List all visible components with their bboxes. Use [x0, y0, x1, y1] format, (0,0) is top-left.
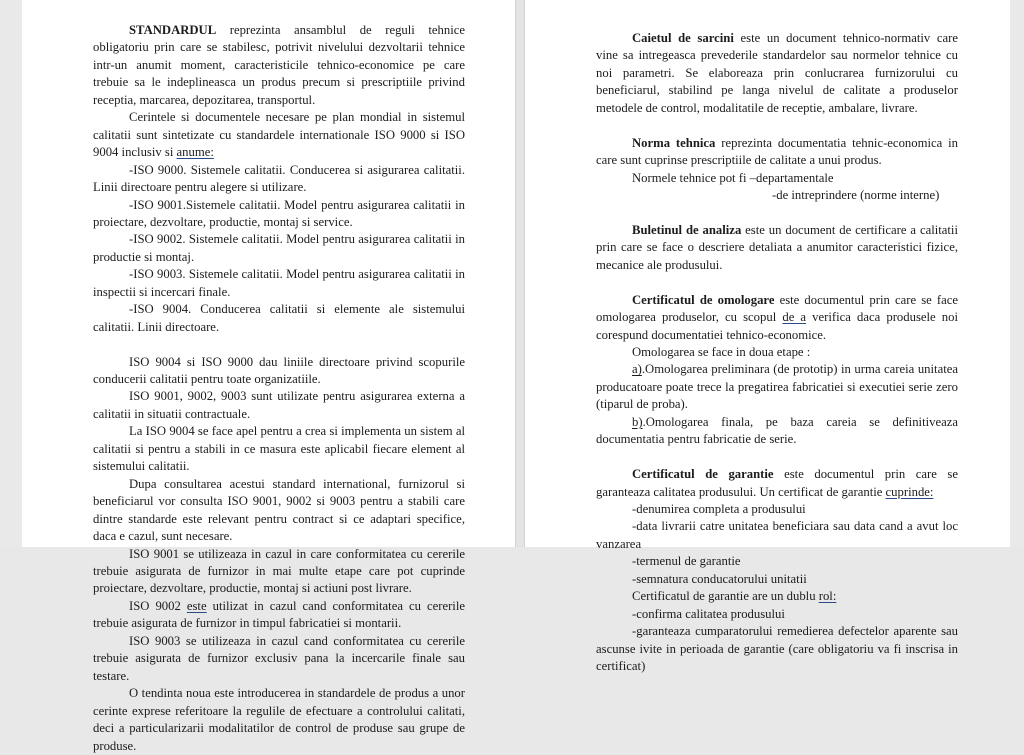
- paragraph-iso-9001-usage: ISO 9001 se utilizeaza in cazul in care conformitatea cu cererile trebuie asigurata de furnizor in mai multe etape care pot cuprinde proiectare, dezvoltare, productie, montaj si actiuni post livrare.: [93, 546, 465, 596]
- spellcheck-word-cuprinde: cuprinde:: [885, 484, 934, 499]
- paragraph-iso-9002-usage: [93, 598, 465, 633]
- spellcheck-word-anume: anume:: [176, 145, 214, 160]
- page-left-text-body: [93, 22, 465, 755]
- workspace-gutter-left: [0, 0, 22, 547]
- list-item-denumirea: -denumirea completa a produsului: [632, 501, 806, 516]
- list-item-omologare-finala-body: .Omologarea finala, pe baza careia se definitiveaza documentatia pentru fabricatie de serie.: [596, 414, 958, 447]
- list-item-semnatura: -semnatura conducatorului unitatii: [632, 571, 807, 586]
- paragraph-norma-tehnica: [596, 135, 958, 170]
- spellcheck-word-rol: rol:: [818, 589, 837, 604]
- paragraph-buletinul-body: este un document de certificare a calitatii prin care se face o descriere detaliata a anumitor caracteristici fizice, mecanice ale produsului.: [596, 222, 958, 272]
- term-norma-tehnica: Norma tehnica: [632, 135, 716, 150]
- paragraph-iso-external: ISO 9001, 9002, 9003 sunt utilizate pentru asigurarea externa a calitatii in situatii contractuale.: [93, 389, 465, 421]
- paragraph-caietul-de-sarcini: [596, 30, 958, 117]
- page-divider-gutter: [515, 0, 525, 547]
- list-item-garanteaza-remedierea: -garanteaza cumparatorului remedierea defectelor aparente sau ascunse ivite in perioada de garantie (care obligatoriu va fi inscrisa in certificat): [596, 624, 958, 674]
- term-caietul-de-sarcini: Caietul de sarcini: [632, 31, 734, 45]
- paragraph-standardul: [93, 22, 465, 109]
- list-item-omologare-finala: [596, 414, 958, 449]
- paragraph-garantie-a: este documentul prin care se garanteaza calitatea produsului. Un certificat de garantie: [596, 467, 958, 499]
- list-item-termenul-garantie: -termenul de garantie: [632, 554, 741, 569]
- list-item-confirma-calitatea: -confirma calitatea produsului: [632, 606, 785, 621]
- paragraph-dupa-consultarea: Dupa consultarea acestui standard international, furnizorul si beneficiarul vor consulta ISO 9001, 9002 si 9003 pentru a stabili care dintre standarde este relevant pentru contract si ce adaptari specifice, daca e cazul, sunt necesare.: [93, 476, 465, 544]
- list-item-iso-9003: -ISO 9003. Sistemele calitatii. Model pentru asigurarea calitatii in inspectii si incercari finale.: [93, 267, 465, 299]
- list-marker-b: b): [632, 414, 643, 429]
- paragraph-caietul-body: este un document tehnico-normativ care vine sa intregeasca prevederile standardelor sau normelor tehnice cu noi parametri. Se elaboreaza prin conlucrarea furnizorului cu beneficiarul, stabilind pe langa nivelul de calitate a produselor metodele de control, modalitatile de receptie, ambalare, livrare.: [596, 31, 958, 115]
- spellcheck-word-de-a: de a: [782, 310, 807, 325]
- paragraph-omologare-etape: Omologarea se face in doua etape :: [632, 344, 811, 359]
- term-certificatul-de-omologare: Certificatul de omologare: [632, 292, 775, 307]
- paragraph-norma-tehnica-body: reprezinta documentatia tehnic-economica in care sunt cuprinse prescriptiile de calitate a unui produs.: [596, 135, 958, 168]
- paragraph-buletinul-de-analiza: [596, 222, 958, 274]
- list-item-norme-interne: [596, 187, 958, 204]
- workspace-gutter-right: [1010, 0, 1024, 547]
- document-page-left[interactable]: [22, 0, 515, 753]
- term-standardul: STANDARDUL: [129, 23, 217, 37]
- list-item-omologare-preliminara-body: .Omologarea preliminara (de prototip) in urma careia unitatea producatoare poate trece la pregatirea fabricatiei si executiei serie zero (tiparul de proba).: [596, 362, 958, 412]
- term-certificatul-de-garantie: Certificatul de garantie: [632, 467, 774, 482]
- term-buletinul-de-analiza: Buletinul de analiza: [632, 222, 742, 237]
- paragraph-dublu-rol-a: Certificatul de garantie are un dublu: [632, 589, 819, 604]
- paragraph-certificatul-de-garantie: [596, 466, 958, 501]
- paragraph-tendinta-noua: O tendinta noua este introducerea in standardele de produs a unor cerinte exprese referitoare la regulile de efectuare a controlului calitati, deci a particularizarii modalitatilor de control de produse sau grupe de produse.: [93, 686, 465, 753]
- list-item-iso-9002: -ISO 9002. Sistemele calitatii. Model pentru asigurarea calitatii in productie si montaj.: [93, 232, 465, 264]
- paragraph-dublu-rol: [596, 588, 958, 605]
- list-item-iso-9004: -ISO 9004. Conducerea calitatii si elemente ale sistemului calitatii. Linii directoare.: [93, 302, 465, 334]
- list-item-norme-departamentale: Normele tehnice pot fi –departamentale: [632, 170, 834, 185]
- list-item-omologare-preliminara: [596, 361, 958, 413]
- paragraph-iso-9004-9000: ISO 9004 si ISO 9000 dau liniile directoare privind scopurile conducerii calitatii pentru toate organizatiile.: [93, 354, 465, 386]
- spellcheck-word-este: este: [186, 598, 207, 613]
- list-item-iso-9001: -ISO 9001.Sistemele calitatii. Model pentru asigurarea calitatii in proiectare, dezvoltare, productie, montaj si service.: [93, 197, 465, 229]
- list-marker-a: a): [632, 362, 642, 377]
- document-page-right[interactable]: [525, 0, 1010, 674]
- paragraph-cerinte: [93, 109, 465, 161]
- list-item-iso-9000: -ISO 9000. Sistemele calitatii. Conducerea si asigurarea calitatii. Linii directoare pentru alegere si utilizare.: [93, 162, 465, 195]
- paragraph-la-iso-9004: La ISO 9004 se face apel pentru a crea si implementa un sistem al calitatii si pentru a stabili in ce masura este aplicabil fiecare element al sistemului calitatii.: [93, 424, 465, 474]
- page-right-text-body: [596, 30, 958, 676]
- paragraph-omologare-a: este documentul prin care se face omologarea produselor, cu scopul: [596, 292, 958, 325]
- paragraph-omologare-b: verifica daca produsele noi corespund documentatiei tehnico-economice.: [596, 310, 958, 342]
- paragraph-iso-9002-usage-b: utilizat in cazul cand conformitatea cu cererile trebuie asigurata de furnizor in timpul fabricatiei si montarii.: [93, 598, 465, 631]
- paragraph-standardul-body: reprezinta ansamblul de reguli tehnice obligatoriu prin care se stabilesc, potrivit nivelului dezvoltarii tehnice intr-un anumit moment, caracteristicile tehnico-economice pe care trebuie sa le indeplineasca un produs precum si prescriptiile privind receptia, marcarea, depozitarea, transportul.: [93, 23, 465, 107]
- paragraph-certificatul-de-omologare: [596, 292, 958, 344]
- paragraph-iso-9003-usage: ISO 9003 se utilizeaza in cazul cand conformitatea cu cererile trebuie asigurata de furnizor exclusiv pana la incercarile finale sau testare.: [93, 633, 465, 683]
- paragraph-cerinte-body: Cerintele si documentele necesare pe plan mondial in sistemul calitatii sunt sintetizate cu standardele internationale ISO 9000 si ISO 9004 inclusiv si: [93, 110, 465, 160]
- list-item-data-livrarii: -data livrarii catre unitatea beneficiara sau data cand a avut loc vanzarea: [596, 519, 958, 551]
- paragraph-iso-9002-usage-a: ISO 9002: [129, 598, 187, 613]
- list-item-norme-interne-label: -de intreprindere (norme interne): [772, 188, 940, 203]
